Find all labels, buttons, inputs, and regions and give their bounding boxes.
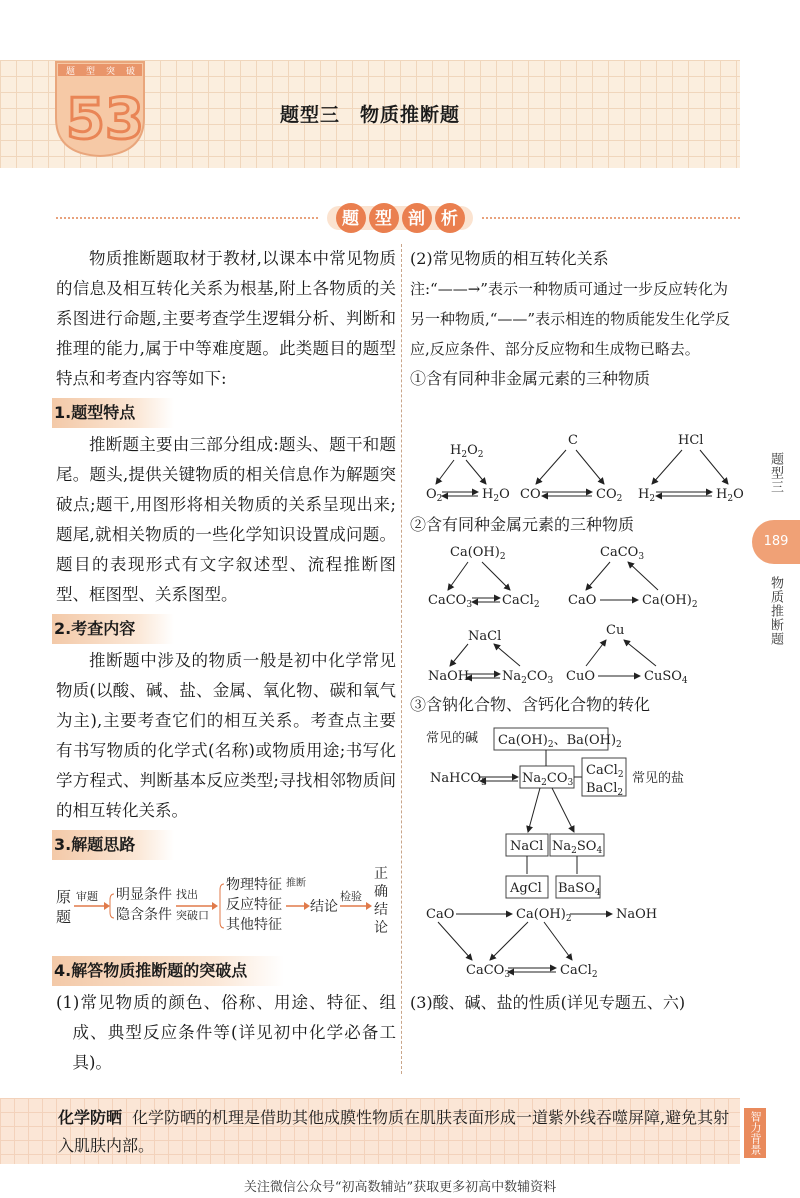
- base-label: 常见的碱: [426, 731, 479, 746]
- heading-breakthrough: 4.解答物质推断题的突破点: [52, 956, 284, 986]
- footer-body: 化学防晒的机理是借助其他成膜性物质在肌肤表面形成一道紫外线吞噬屏障,避免其射入肌肤内部。: [58, 1108, 730, 1155]
- svg-text:NaOH: NaOH: [428, 669, 470, 684]
- flow-conclusion: 结论: [310, 899, 338, 915]
- features-paragraph: 推断题主要由三部分组成:题头、题干和题尾。题头,提供关键物质的相关信息作为解题突破点;题干,用图形将相关物质的关系呈现出来;题尾,就相关物质的一些化学知识设置成问题。题目的表现形式有文字叙述型、流程推断图型、框图型、关系图型。: [56, 435, 396, 604]
- right-column: [410, 244, 740, 394]
- svg-text:BaSO4: BaSO$_4$: [558, 881, 601, 898]
- svg-text:CaCO3: CaCO$_3$: [428, 593, 473, 610]
- subheading-conversion-wrap: [410, 690, 740, 720]
- intro-paragraph: 物质推断题取材于教材,以课本中常见物质的信息及相互转化关系为根基,附上各物质的关系图进行命题,主要考查学生逻辑分析、判断和推理的能力,属于中等难度题。此类题目的题型特点和考查内容等如下:: [56, 249, 396, 388]
- svg-text:Ca(OH)2: $Ca(OH)_2$: [642, 593, 698, 610]
- svg-text:BaCl2: BaCl$_2$: [586, 781, 624, 798]
- svg-text:Na2CO3: $Na_2CO_3$: [502, 669, 554, 686]
- sidebar-topic: [752, 576, 800, 646]
- badge-char: 型: [375, 209, 392, 229]
- nonmetal-diagrams: [410, 430, 750, 510]
- logo-char: 突: [106, 67, 116, 77]
- svg-text:CaO: CaO: [426, 907, 455, 922]
- flow-arrow-label: 检验: [340, 890, 362, 903]
- svg-text:CaCO3: CaCO$_3$: [466, 963, 511, 980]
- svg-text:CaCl2: CaCl$_2$: [586, 763, 624, 780]
- column-divider: [401, 244, 402, 1074]
- svg-text:CaCl2: CaCl$_2$: [502, 593, 540, 610]
- sidebar-topic-label: 物质推断题: [768, 576, 783, 646]
- flow-source: 题: [56, 908, 72, 926]
- footer-note: [58, 1104, 734, 1160]
- svg-text:NaOH: NaOH: [616, 907, 658, 922]
- flow-final: 结: [374, 902, 388, 918]
- logo-char: 破: [126, 67, 136, 77]
- svg-text:H2O: $H_2O$: [716, 487, 744, 504]
- logo-char: 题: [66, 67, 76, 77]
- badge-char: 剖: [408, 209, 425, 229]
- properties-wrap: [410, 988, 740, 1018]
- svg-text:CaCO3: CaCO$_3$: [600, 545, 645, 562]
- svg-text:H2O: $H_2O$: [482, 487, 510, 504]
- flow-arrow-label: 找出: [176, 888, 198, 901]
- sidebar-chapter: [752, 452, 800, 494]
- left-column: [56, 244, 396, 1078]
- flow-arrow-label: 审题: [76, 890, 98, 903]
- svg-text:Ca(OH)2: $Ca(OH)_2$: [516, 907, 572, 924]
- flow-final: 确: [374, 884, 388, 900]
- flow-condition: 隐含条件: [116, 907, 172, 923]
- svg-text:AgCl: AgCl: [510, 881, 542, 896]
- note-paragraph: 注:“——→”表示一种物质可通过一步反应转化为另一种物质,“——”表示相连的物质能发生化学反应,反应条件、部分反应物和生成物已略去。: [410, 280, 731, 358]
- svg-text:NaCl: NaCl: [468, 629, 502, 644]
- svg-text:Na2SO4: $Na_2SO_4$: [552, 839, 603, 856]
- svg-text:H2O2: $H_2O_2$: [450, 443, 484, 460]
- relations-heading: (2)常见物质的相互转化关系: [410, 249, 609, 268]
- flow-condition: 明显条件: [116, 887, 172, 903]
- flow-feature: 物理特征: [226, 877, 282, 893]
- footer-side-tag: 智力背景: [744, 1108, 766, 1158]
- heading-approach: 3.解题思路: [52, 830, 174, 860]
- svg-text:HCl: HCl: [678, 433, 704, 448]
- badge-char: 析: [441, 209, 458, 229]
- flow-source: 原: [56, 888, 72, 906]
- svg-text:CuSO4: CuSO$_4$: [644, 669, 688, 686]
- salt-label: 常见的盐: [632, 771, 685, 786]
- svg-text:Ca(OH)2、Ba(OH)2: $Ca(OH)_2$、$Ba(OH)_2$: [498, 733, 622, 750]
- svg-text:NaCl: NaCl: [510, 839, 544, 854]
- logo-53: [52, 58, 152, 158]
- flow-arrow-label: 推断: [286, 878, 306, 889]
- svg-text:CaO: CaO: [568, 593, 597, 608]
- section-divider-left: [56, 217, 318, 219]
- svg-text:H2: $H_2$: [638, 487, 656, 504]
- conversion-diagram: [410, 722, 750, 992]
- heading-features: 1.题型特点: [52, 398, 174, 428]
- subheading-metal-wrap: [410, 510, 740, 540]
- flow-feature: 反应特征: [226, 897, 282, 913]
- flow-final: 论: [374, 920, 388, 936]
- footer-label: 化学防晒: [58, 1108, 123, 1127]
- svg-text:Na2CO3: $Na_2CO_3$: [522, 771, 574, 788]
- logo-number: 53: [66, 87, 144, 152]
- svg-text:C: C: [568, 433, 578, 448]
- breakthrough-paragraph: (1)常见物质的颜色、俗称、用途、特征、组成、典型反应条件等(详见初中化学必备工具)。: [56, 993, 396, 1072]
- content-paragraph: 推断题中涉及的物质一般是初中化学常见物质(以酸、碱、盐、金属、氧化物、碳和氧气为主),主要考查它们的相互关系。考查点主要有书写物质的化学式(名称)或物质用途;书写化学方程式、判断基本反应类型;寻找相邻物质间的相互转化关系。: [56, 651, 396, 820]
- svg-text:CaCl2: CaCl$_2$: [560, 963, 598, 980]
- svg-text:O2: $O_2$: [426, 487, 443, 504]
- sidebar-chapter-label: 题型三: [768, 452, 783, 494]
- subheading-conversion: ③含钠化合物、含钙化合物的转化: [410, 695, 651, 714]
- section-badge: [325, 198, 475, 238]
- section-divider-right: [482, 217, 740, 219]
- svg-text:Ca(OH)2: $Ca(OH)_2$: [450, 545, 506, 562]
- flow-feature: 其他特征: [226, 917, 282, 933]
- flow-arrow-label: 突破口: [176, 909, 209, 922]
- heading-content: 2.考查内容: [52, 614, 174, 644]
- badge-char: 题: [342, 209, 359, 229]
- svg-text:CO2: $CO_2$: [596, 487, 623, 504]
- svg-text:CO: CO: [520, 487, 541, 502]
- svg-text:NaHCO3: NaHCO$_3$: [430, 771, 487, 788]
- subheading-nonmetal: ①含有同种非金属元素的三种物质: [410, 369, 651, 388]
- bottom-note: 关注微信公众号“初高数辅站”获取更多初高中数辅资料: [243, 1180, 557, 1195]
- page-number: 189: [752, 520, 800, 564]
- svg-text:CuO: CuO: [566, 669, 595, 684]
- approach-flowchart: [54, 864, 394, 952]
- logo-char: 型: [86, 67, 96, 77]
- flow-final: 正: [374, 866, 388, 882]
- metal-diagrams: [410, 540, 750, 690]
- svg-text:Cu: Cu: [606, 623, 625, 638]
- properties-line: (3)酸、碱、盐的性质(详见专题五、六): [410, 993, 686, 1012]
- page-title: 题型三 物质推断题: [280, 104, 461, 126]
- subheading-metal: ②含有同种金属元素的三种物质: [410, 515, 635, 534]
